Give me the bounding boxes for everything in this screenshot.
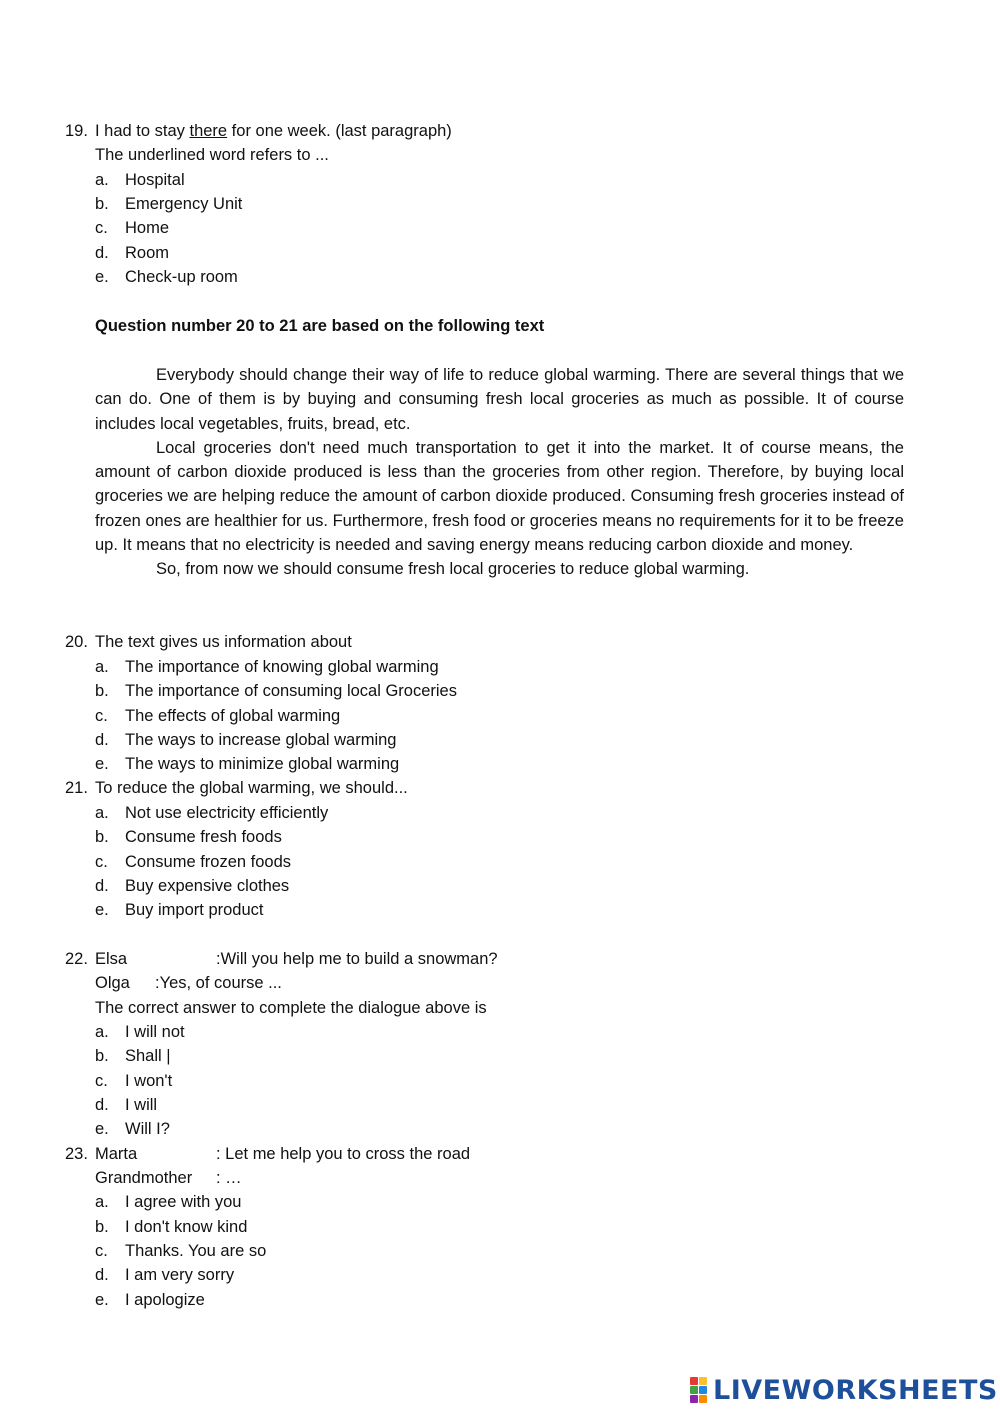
stem-text: for one week. (last paragraph): [227, 122, 452, 140]
dialogue-speaker: Elsa: [95, 950, 128, 968]
option-letter: b.: [95, 1218, 109, 1236]
dialogue-line: : …: [216, 1169, 242, 1187]
dialogue-speaker: Grandmother: [95, 1169, 193, 1187]
option-letter: a.: [95, 804, 109, 822]
logo-blocks-icon: [690, 1377, 707, 1403]
option-text[interactable]: The effects of global warming: [125, 707, 341, 725]
reading-passage: [95, 363, 904, 582]
option-text[interactable]: Consume fresh foods: [125, 828, 282, 846]
logo-block: [699, 1377, 707, 1385]
question-number: 22.: [65, 950, 88, 968]
dialogue-line: :Will you help me to build a snowman?: [216, 950, 498, 968]
option-letter: d.: [95, 244, 109, 262]
option-text[interactable]: The ways to increase global warming: [125, 731, 397, 749]
option-text[interactable]: The ways to minimize global warming: [125, 755, 400, 773]
option-letter: e.: [95, 1120, 109, 1138]
option-letter: b.: [95, 195, 109, 213]
option-letter: e.: [95, 901, 109, 919]
option-text[interactable]: I will not: [125, 1023, 185, 1041]
option-text[interactable]: The importance of consuming local Groceries: [125, 682, 457, 700]
question-21-stem: To reduce the global warming, we should...: [95, 779, 408, 797]
passage-heading: Question number 20 to 21 are based on the following text: [95, 317, 545, 335]
question-19-prompt: The underlined word refers to ...: [95, 146, 329, 164]
option-text[interactable]: I won't: [125, 1072, 173, 1090]
option-text[interactable]: Room: [125, 244, 170, 262]
dialogue-line: :Yes, of course ...: [155, 974, 282, 992]
question-number: 19.: [65, 122, 88, 140]
option-text[interactable]: I will: [125, 1096, 158, 1114]
passage-paragraph: Local groceries don't need much transportation to get it into the market. It of course means, the amount of carbon dioxide produced is less than the groceries from other region. Therefore, by buying local groceries we are helping reduce the amount of carbon dioxide produced. Consuming fresh groceries instead of frozen ones are healthier for us. Furthermore, fresh food or groceries means no requirements for it to be freeze up. It means that no electricity is needed and saving energy means reducing carbon dioxide and money.: [95, 438, 904, 555]
passage-paragraph: Everybody should change their way of life to reduce global warming. There are several things that we can do. One of them is by buying and consuming fresh local groceries as much as possible. It of course includes local vegetables, fruits, bread, etc.: [95, 366, 904, 433]
option-text[interactable]: Shall |: [125, 1047, 171, 1065]
option-letter: c.: [95, 219, 108, 237]
question-number: 23.: [65, 1145, 88, 1163]
option-text[interactable]: I apologize: [125, 1291, 205, 1309]
logo-block: [699, 1395, 707, 1403]
question-number: 20.: [65, 633, 88, 651]
logo-text: LIVEWORKSHEETS: [713, 1374, 998, 1406]
logo-block: [690, 1386, 698, 1394]
option-letter: c.: [95, 853, 108, 871]
stem-text: I had to stay: [95, 122, 190, 140]
option-letter: b.: [95, 1047, 109, 1065]
question-20-stem: The text gives us information about: [95, 633, 352, 651]
option-text[interactable]: Hospital: [125, 171, 185, 189]
option-letter: e.: [95, 1291, 109, 1309]
dialogue-line: : Let me help you to cross the road: [216, 1145, 471, 1163]
option-text[interactable]: Not use electricity efficiently: [125, 804, 329, 822]
option-letter: a.: [95, 1023, 109, 1041]
logo-block: [690, 1395, 698, 1403]
logo-block: [690, 1377, 698, 1385]
option-text[interactable]: Will I?: [125, 1120, 170, 1138]
underlined-word: there: [189, 122, 228, 140]
option-text[interactable]: Thanks. You are so: [125, 1242, 267, 1260]
option-text[interactable]: I am very sorry: [125, 1266, 235, 1284]
option-letter: c.: [95, 707, 108, 725]
option-text[interactable]: Emergency Unit: [125, 195, 243, 213]
option-text[interactable]: Consume frozen foods: [125, 853, 292, 871]
dialogue-speaker: Marta: [95, 1145, 138, 1163]
option-letter: d.: [95, 731, 109, 749]
option-letter: b.: [95, 828, 109, 846]
question-number: 21.: [65, 779, 88, 797]
question-22-prompt: The correct answer to complete the dialogue above is: [95, 999, 487, 1017]
option-text[interactable]: Home: [125, 219, 170, 237]
dialogue-speaker: Olga: [95, 974, 130, 992]
option-letter: b.: [95, 682, 109, 700]
option-letter: d.: [95, 877, 109, 895]
option-text[interactable]: Check-up room: [125, 268, 238, 286]
option-text[interactable]: Buy import product: [125, 901, 264, 919]
option-text[interactable]: The importance of knowing global warming: [125, 658, 439, 676]
option-letter: a.: [95, 171, 109, 189]
logo-block: [699, 1386, 707, 1394]
option-letter: c.: [95, 1242, 108, 1260]
passage-paragraph: So, from now we should consume fresh local groceries to reduce global warming.: [156, 560, 750, 579]
option-letter: e.: [95, 268, 109, 286]
option-letter: c.: [95, 1072, 108, 1090]
liveworksheets-logo[interactable]: [690, 1372, 998, 1408]
option-letter: a.: [95, 658, 109, 676]
option-text[interactable]: I don't know kind: [125, 1218, 248, 1236]
option-text[interactable]: I agree with you: [125, 1193, 242, 1211]
option-text[interactable]: Buy expensive clothes: [125, 877, 290, 895]
question-19-stem: [95, 119, 452, 143]
option-letter: d.: [95, 1096, 109, 1114]
option-letter: d.: [95, 1266, 109, 1284]
option-letter: e.: [95, 755, 109, 773]
option-letter: a.: [95, 1193, 109, 1211]
